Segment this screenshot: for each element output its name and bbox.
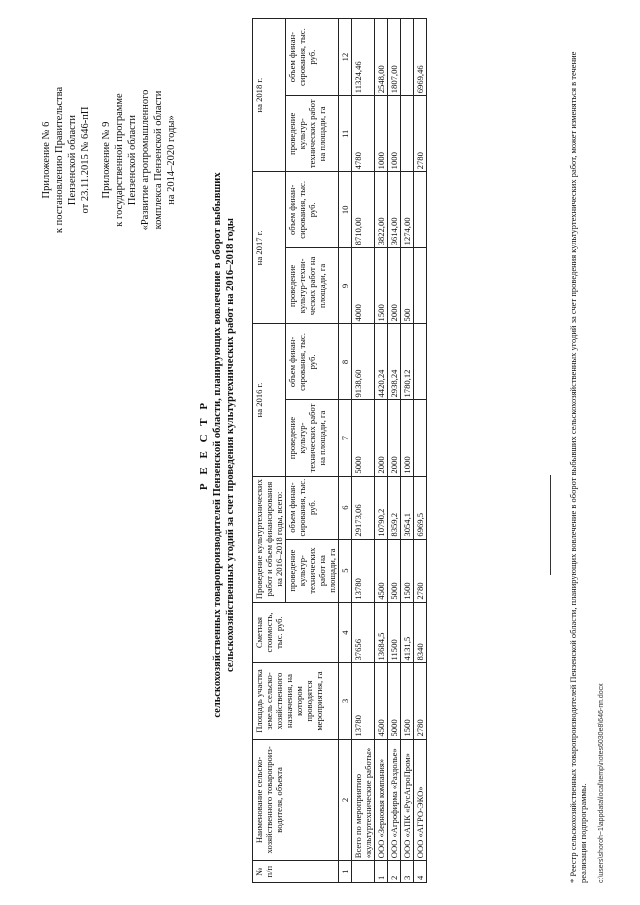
cell: 1500 (401, 539, 414, 602)
cell (401, 96, 414, 172)
cell: 4131,5 (401, 602, 414, 663)
cell: 1500 (401, 663, 414, 739)
title-line: сельскохозяйственных угодий за счет проведения культуртехнических работ на 2016–2018 годы (225, 218, 236, 672)
cell: 2548,00 (375, 19, 388, 96)
col-number: 8 (339, 324, 352, 400)
cell: Всего по мероприятию «культуртехнические работы» (352, 739, 375, 861)
table-row (414, 19, 427, 883)
cell: 2000 (388, 248, 401, 324)
cell: 37656 (352, 602, 375, 663)
registry-table (252, 18, 427, 883)
cell: 1 (375, 861, 388, 883)
header-line: Приложение № 9 (101, 121, 112, 199)
cell: 4 (414, 861, 427, 883)
header-line: на 2014–2020 годы» (166, 115, 177, 205)
table-row (375, 19, 388, 883)
col-number: 4 (339, 602, 352, 663)
cell: 8340 (414, 602, 427, 663)
cell: 6969,5 (414, 476, 427, 539)
cell: 1000 (375, 96, 388, 172)
title-registry: Р Е Е С Т Р (198, 399, 210, 491)
cell: 9138,60 (352, 324, 375, 400)
header-cost: Сметная стоимость, тыс. руб. (253, 602, 339, 663)
cell (414, 400, 427, 476)
cell: 2780 (414, 539, 427, 602)
header-line: комплекса Пензенской области (153, 90, 164, 230)
header-line: «Развитие агропромышленного (140, 89, 151, 231)
cell: 4000 (352, 248, 375, 324)
table-row (352, 19, 375, 883)
col-number: 10 (339, 172, 352, 248)
col-number: 2 (339, 739, 352, 861)
header-2016: на 2016 г. (253, 324, 286, 476)
cell: 2000 (375, 400, 388, 476)
cell: ООО «Агрофирма «Раздолье» (388, 739, 401, 861)
cell: 4500 (375, 539, 388, 602)
header-name: Наименование сельско-хозяйственного товаропроиз-водителя, объекта (253, 739, 339, 861)
cell: 10790,2 (375, 476, 388, 539)
cell (414, 172, 427, 248)
cell: 5000 (388, 539, 401, 602)
col-number: 6 (339, 476, 352, 539)
subheader-area: проведение культур-технических работ на площади, га (286, 539, 339, 602)
cell (414, 324, 427, 400)
subheader-fin: объем финан-сирования, тыс. руб. (286, 476, 339, 539)
header-line: Приложение № 6 (41, 121, 52, 199)
table-row (388, 19, 401, 883)
file-path: c:\users\shoroh~1\appdata\local\temp\notes6030e8\646-пп.docx (598, 683, 605, 883)
cell: 11500 (388, 602, 401, 663)
cell: 1000 (388, 96, 401, 172)
cell: 2000 (388, 400, 401, 476)
col-number: 1 (339, 861, 352, 883)
col-number: 3 (339, 663, 352, 739)
cell: 2780 (414, 663, 427, 739)
cell: 13780 (352, 663, 375, 739)
footnote: * Реестр сельскохозяйственных товаропроизводителей Пензенской области, планирующих вовлечение в оборот выбывших сельскохозяйственных угодий за счет проведения культуртехнических работ, может изменяться в течение реализации подпрограммы. (568, 51, 588, 883)
subheader-area: проведение культур-технических работ на площади, га (286, 400, 339, 476)
cell: 3614,00 (388, 172, 401, 248)
cell: 2780 (414, 96, 427, 172)
header-line: от 23.11.2015 № 646-пП (80, 106, 91, 214)
col-number: 12 (339, 19, 352, 96)
cell: 4780 (352, 96, 375, 172)
header-line: к государственной программе (114, 93, 125, 227)
cell (414, 248, 427, 324)
table-row (401, 19, 414, 883)
footnote-divider (550, 475, 551, 575)
cell: ООО «АПК «РусАгроПром» (401, 739, 414, 861)
header-line: к постановлению Правительства (54, 86, 65, 234)
column-number-row (339, 19, 352, 883)
header-num: № п/п (253, 861, 339, 883)
cell: 2938,24 (388, 324, 401, 400)
cell: 5000 (352, 400, 375, 476)
cell: 3 (401, 861, 414, 883)
cell: 13684,5 (375, 602, 388, 663)
cell: 11324,46 (352, 19, 375, 96)
cell: 4500 (375, 663, 388, 739)
header-area: Площадь участка земель сельско-хозяйственного назначения, на котором проводятся мероприятия, га (253, 663, 339, 739)
cell: 500 (401, 248, 414, 324)
col-number: 5 (339, 539, 352, 602)
subheader-fin: объем финан-сирования, тыс. руб. (286, 19, 339, 96)
subheader-fin: объем финан-сирования, тыс. руб. (286, 172, 339, 248)
header-line: Пензенской области (67, 114, 78, 206)
col-number: 11 (339, 96, 352, 172)
appendix-header (40, 55, 178, 265)
cell: 13780 (352, 539, 375, 602)
cell: 3054,1 (401, 476, 414, 539)
col-number: 9 (339, 248, 352, 324)
cell: 1000 (401, 400, 414, 476)
cell: ООО «АГРО-ЭКО» (414, 739, 427, 861)
cell: 1807,00 (388, 19, 401, 96)
cell: 6969,46 (414, 19, 427, 96)
subheader-fin: объем финан-сирования, тыс. руб. (286, 324, 339, 400)
cell: 1274,00 (401, 172, 414, 248)
header-line: Пензенской области (127, 114, 138, 206)
cell: 3822,00 (375, 172, 388, 248)
cell: 8710,00 (352, 172, 375, 248)
title-line: сельскохозяйственных товаропроизводителей Пензенской области, планирующих вовлечение в оборот выбывших (212, 172, 223, 718)
cell: 4420,24 (375, 324, 388, 400)
cell: 1500 (375, 248, 388, 324)
cell: 2 (388, 861, 401, 883)
cell: ООО «Зерновая компания» (375, 739, 388, 861)
cell: 5000 (388, 663, 401, 739)
header-2017: на 2017 г. (253, 172, 286, 324)
header-total: Проведение культуртехнических работ и объем финансирования на 2016–2018 годы, всего: (253, 476, 286, 602)
header-2018: на 2018 г. (253, 19, 286, 172)
cell: 8359,2 (388, 476, 401, 539)
document-title (198, 135, 237, 755)
subheader-area: проведение культур-техни-ческих работ на площади, га (286, 248, 339, 324)
cell: 1780,12 (401, 324, 414, 400)
cell: 29173,06 (352, 476, 375, 539)
subheader-area: проведение культур-технических работ на площади, га (286, 96, 339, 172)
col-number: 7 (339, 400, 352, 476)
cell (401, 19, 414, 96)
cell (352, 861, 375, 883)
